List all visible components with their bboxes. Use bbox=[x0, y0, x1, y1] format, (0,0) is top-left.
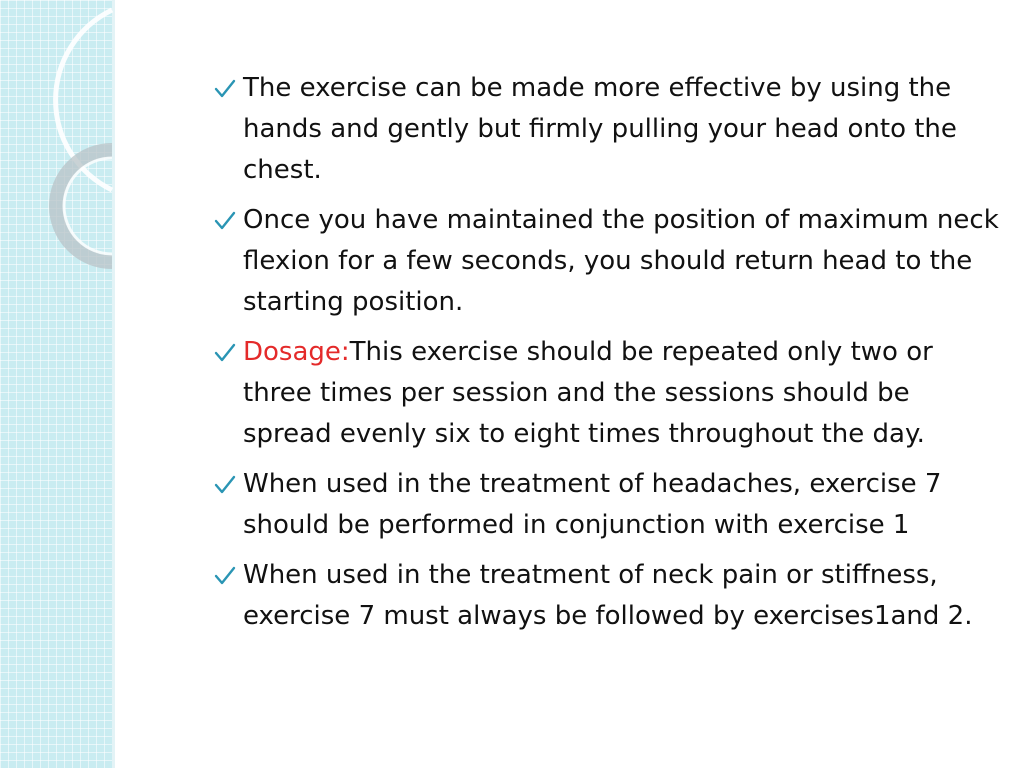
bullet-item bbox=[214, 200, 1004, 323]
bullet-text: When used in the treatment of neck pain or stiffness, exercise 7 must always be followed by exercises1and 2. bbox=[243, 560, 973, 631]
side-panel-edge bbox=[112, 0, 115, 768]
decorative-side-panel bbox=[0, 0, 115, 768]
bullet-item bbox=[214, 555, 1004, 637]
check-mark-icon bbox=[214, 68, 240, 109]
bullet-text: This exercise should be repeated only two or three times per session and the sessions should be spread evenly six to eight times throughout the day. bbox=[243, 337, 933, 449]
check-mark-icon bbox=[214, 555, 240, 596]
check-mark-icon bbox=[214, 200, 240, 241]
bullet-text: When used in the treatment of headaches, exercise 7 should be performed in conjunction with exercise 1 bbox=[243, 469, 942, 540]
bullet-item bbox=[214, 464, 1004, 546]
bullet-list bbox=[214, 68, 1004, 646]
bullet-item bbox=[214, 332, 1004, 455]
dosage-label: Dosage: bbox=[243, 337, 350, 367]
bullet-text: Once you have maintained the position of maximum neck flexion for a few seconds, you should return head to the starting position. bbox=[243, 205, 999, 317]
check-mark-icon bbox=[214, 464, 240, 505]
check-mark-icon bbox=[214, 332, 240, 373]
bullet-item bbox=[214, 68, 1004, 191]
bullet-text: The exercise can be made more effective by using the hands and gently but firmly pulling your head onto the chest. bbox=[243, 73, 957, 185]
